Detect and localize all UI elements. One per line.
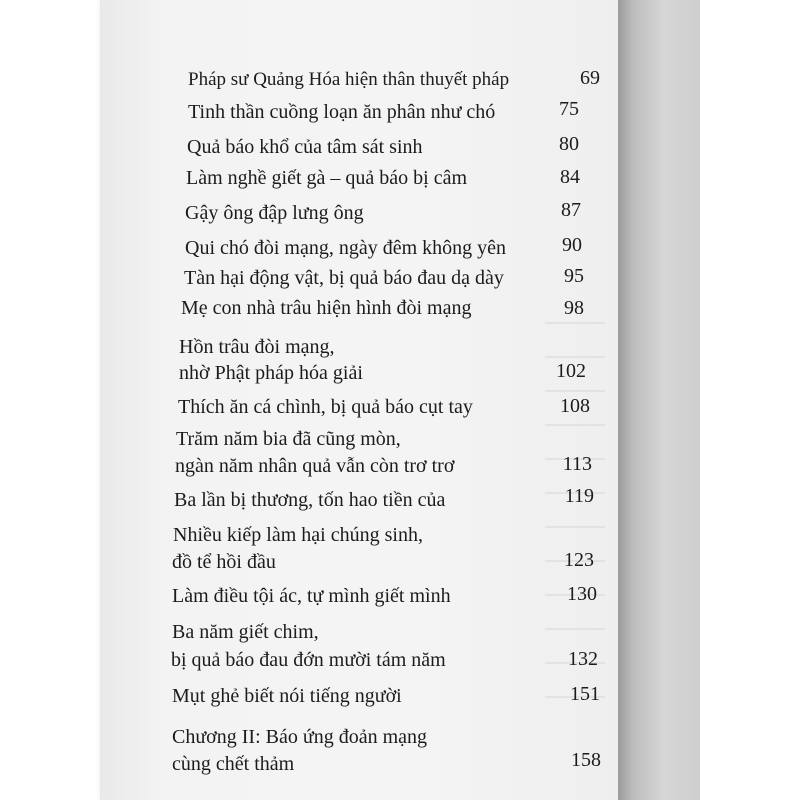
toc-entry-page: 87 <box>561 199 581 221</box>
toc-entry-page: 80 <box>559 133 579 155</box>
toc-entry-title: Tinh thần cuồng loạn ăn phân như chó <box>188 101 496 123</box>
toc-entry-title-cont: đồ tể hồi đầu <box>172 551 276 573</box>
toc-entry-page: 123 <box>564 549 594 571</box>
toc-entry-title: Ba lần bị thương, tốn hao tiền của <box>174 489 446 511</box>
toc-entry-page: 158 <box>571 749 601 771</box>
toc-entry-title-cont: bị quả báo đau đớn mười tám năm <box>171 649 446 671</box>
toc-entry-title: Tàn hại động vật, bị quả báo đau dạ dày <box>184 267 504 289</box>
toc-entry-title: Làm nghề giết gà – quả báo bị câm <box>186 167 468 189</box>
toc-entry-title: Mẹ con nhà trâu hiện hình đòi mạng <box>181 297 472 319</box>
toc-entry-page: 119 <box>564 485 594 507</box>
toc-entry-title-cont: ngàn năm nhân quả vẫn còn trơ trơ <box>175 455 455 477</box>
toc-entry-title: Thích ăn cá chình, bị quả báo cụt tay <box>178 396 473 418</box>
toc-entry-page: 75 <box>559 98 579 120</box>
toc-chapter-title-cont: cùng chết thảm <box>172 753 295 775</box>
toc-entry-title: Qui chó đòi mạng, ngày đêm không yên <box>185 237 507 259</box>
toc-entry-page: 130 <box>567 583 597 605</box>
toc-entry-title: Hồn trâu đòi mạng, <box>179 336 335 358</box>
toc-entry-page: 108 <box>560 395 590 417</box>
toc-entry-title: Làm điều tội ác, tự mình giết mình <box>172 585 451 607</box>
toc-entry-title: Trăm năm bia đã cũng mòn, <box>176 428 401 450</box>
toc-entry-page: 90 <box>562 234 582 256</box>
toc-entry-title: Nhiều kiếp làm hại chúng sinh, <box>173 524 423 546</box>
toc-entry-page: 84 <box>560 166 580 188</box>
toc-entry-title: Mụt ghẻ biết nói tiếng người <box>172 685 402 707</box>
toc-entry-title: Ba năm giết chim, <box>172 621 319 643</box>
toc-entry-title-cont: nhờ Phật pháp hóa giải <box>179 362 363 384</box>
toc-entry-page: 151 <box>570 683 600 705</box>
toc-entry-title: Pháp sư Quảng Hóa hiện thân thuyết pháp <box>188 69 510 90</box>
toc-entry-title: Quả báo khổ của tâm sát sinh <box>187 136 423 158</box>
toc-entry-page: 113 <box>562 453 592 475</box>
toc-entry-page: 98 <box>564 297 584 319</box>
toc-entry-page: 69 <box>580 67 600 89</box>
toc-entry-page: 132 <box>568 648 598 670</box>
toc-entry-title: Gậy ông đập lưng ông <box>185 202 364 224</box>
toc-chapter-title: Chương II: Báo ứng đoản mạng <box>172 726 427 748</box>
toc-entry-page: 102 <box>556 360 586 382</box>
toc-entry-page: 95 <box>564 265 584 287</box>
